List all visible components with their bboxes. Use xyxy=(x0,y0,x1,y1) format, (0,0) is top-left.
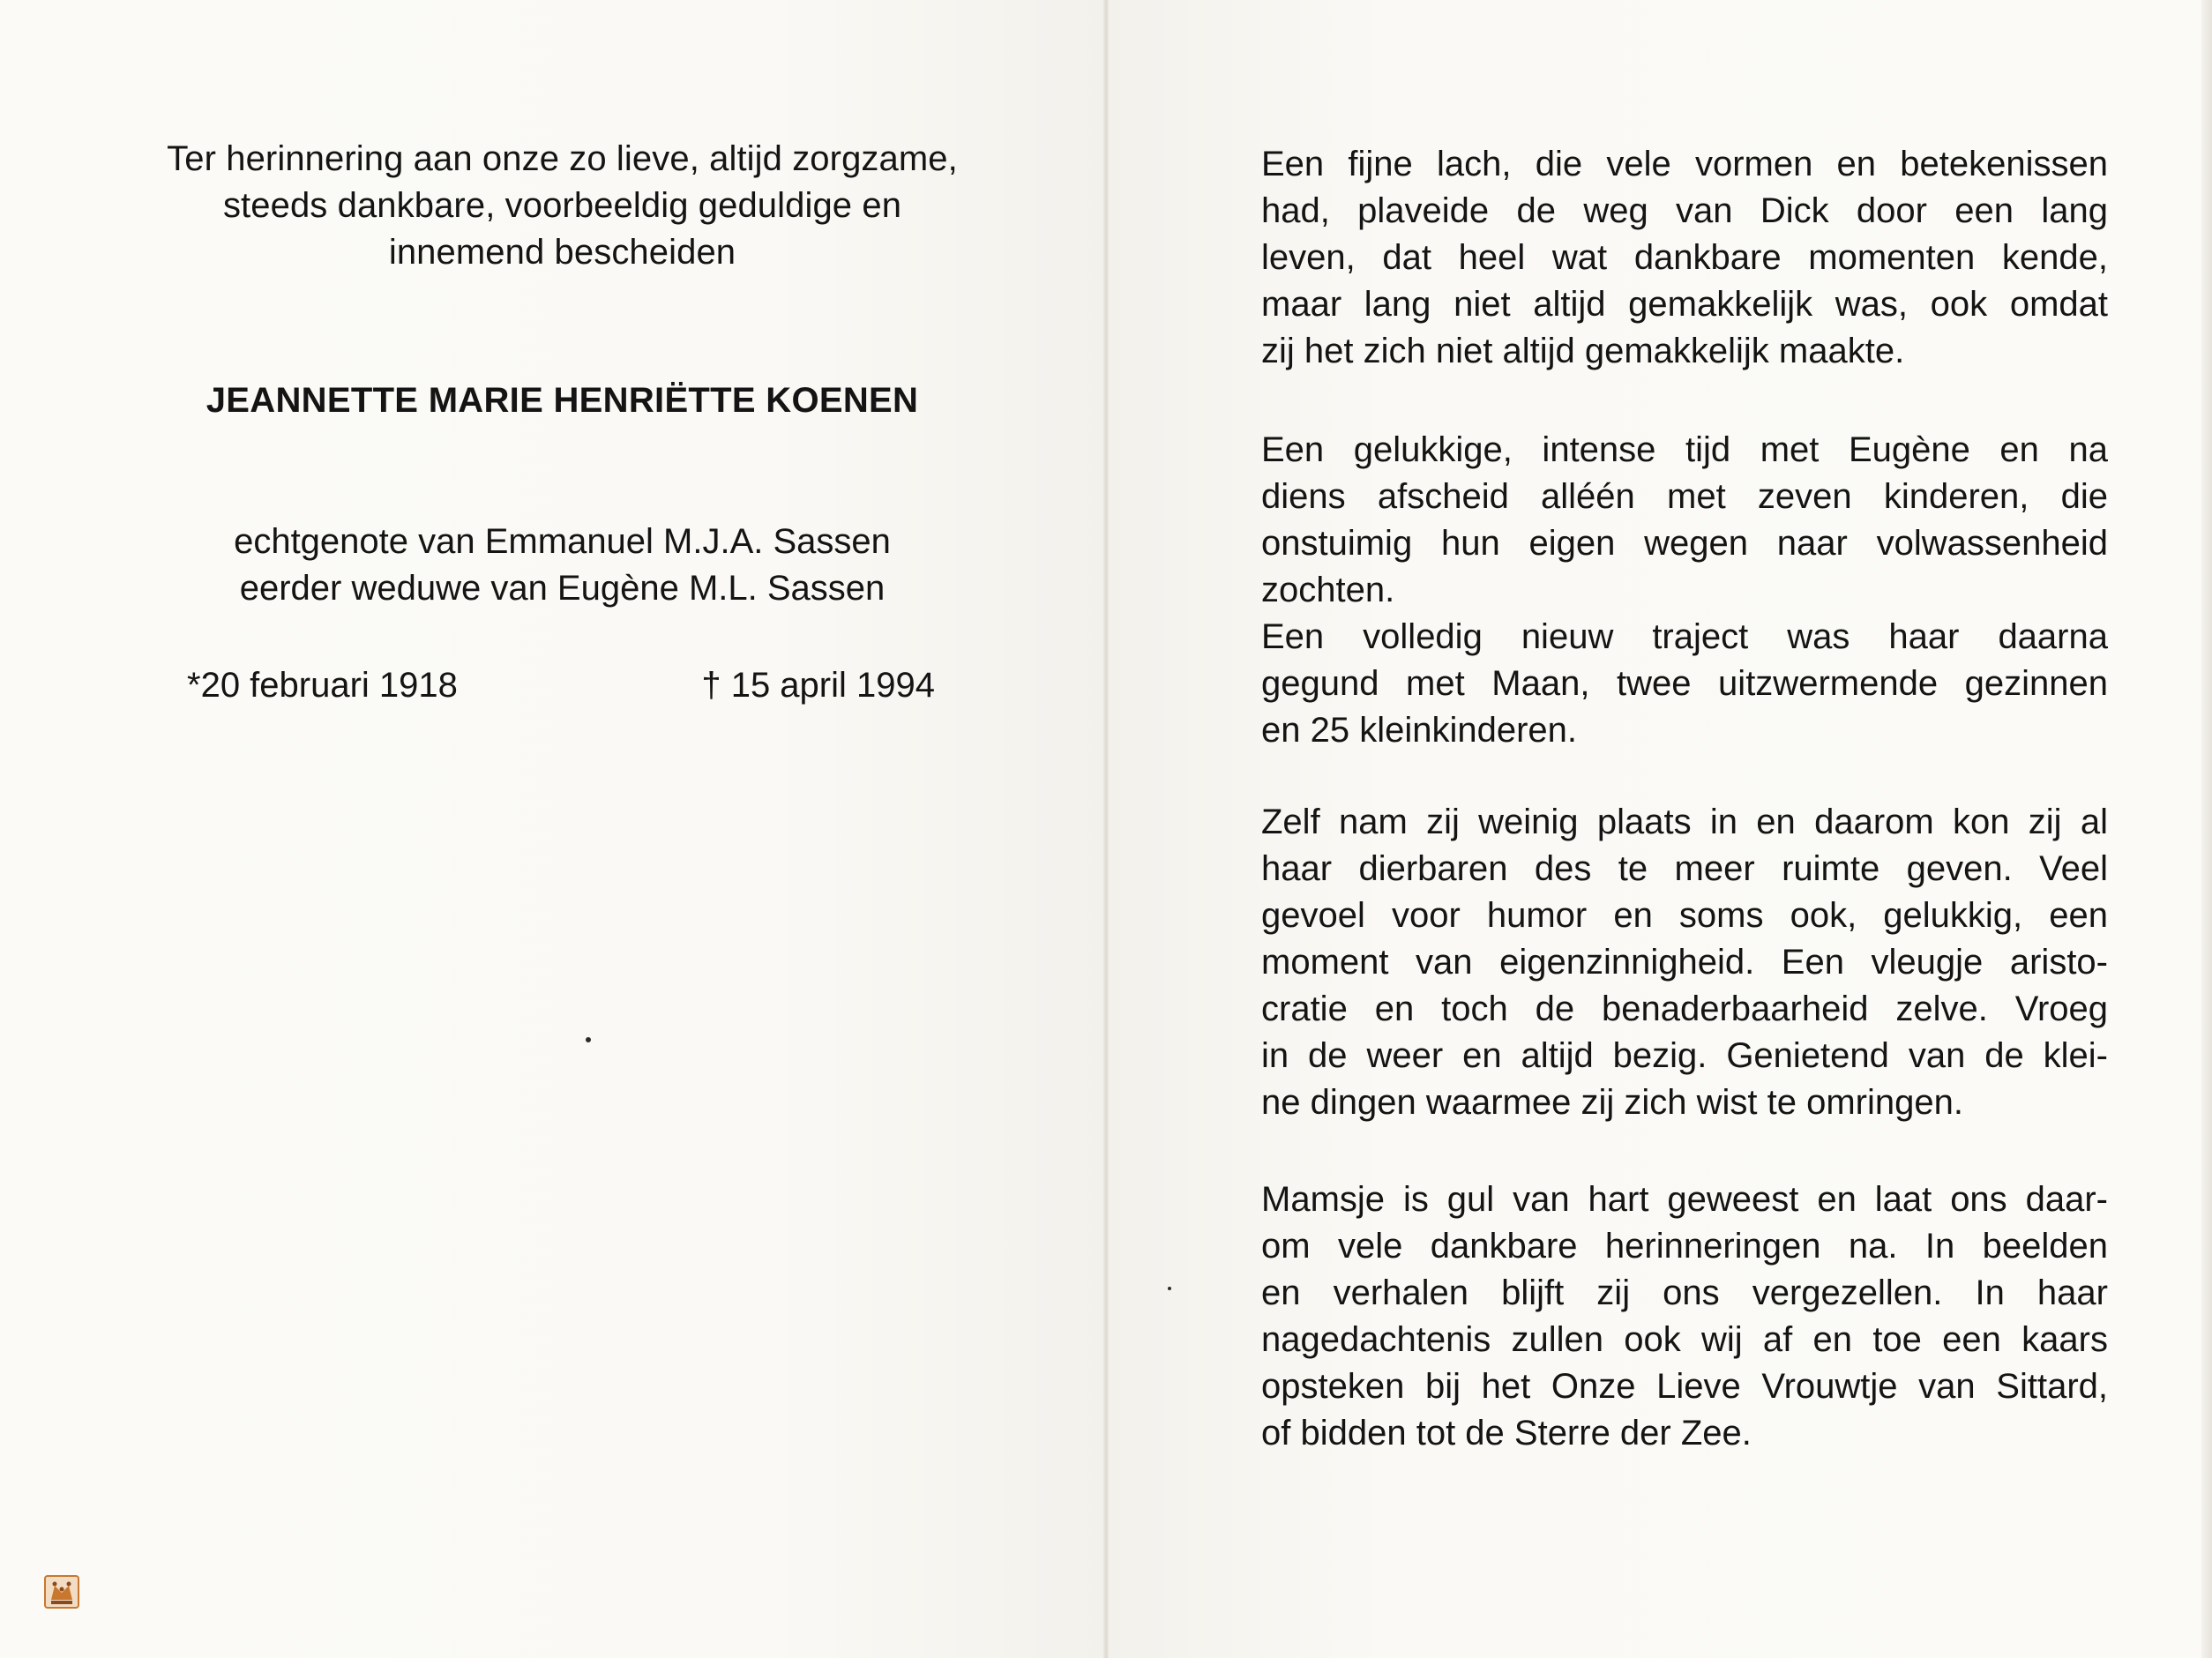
paper-speck xyxy=(586,1037,591,1042)
text-line: leven, dat heel wat dankbare momenten kende, xyxy=(1261,238,2108,277)
text-line: Een gelukkige, intense tijd met Eugène en na xyxy=(1261,430,2108,469)
text-line: had, plaveide de weg van Dick door een lang xyxy=(1261,191,2108,230)
text-line: zij het zich niet altijd gemakkelijk maakte. xyxy=(1261,332,1905,370)
paragraph-1 xyxy=(1261,141,2108,375)
dedication-text xyxy=(106,136,1019,276)
relation-line: eerder weduwe van Eugène M.L. Sassen xyxy=(239,569,886,608)
text-line: Een volledig nieuw traject was haar daarna xyxy=(1261,617,2108,656)
text-line: zochten. xyxy=(1261,571,1395,609)
dedication-line: steeds dankbare, voorbeeldig geduldige en xyxy=(222,186,902,225)
text-line: maar lang niet altijd gemakkelijk was, ook omdat xyxy=(1261,285,2108,324)
text-line: haar dierbaren des te meer ruimte geven. Veel xyxy=(1261,849,2108,888)
crest-icon xyxy=(44,1575,79,1609)
dedication-line: innemend bescheiden xyxy=(388,233,736,272)
text-line: ne dingen waarmee zij zich wist te omringen. xyxy=(1261,1083,1963,1122)
paragraph-5 xyxy=(1261,1176,2108,1457)
paragraph-3 xyxy=(1261,614,2108,754)
life-dates xyxy=(187,663,935,707)
text-line: Zelf nam zij weinig plaats in en daarom kon zij al xyxy=(1261,803,2108,841)
text-line: cratie en toch de benaderbaarheid zelve. Vroeg xyxy=(1261,990,2108,1028)
birth-date: *20 februari 1918 xyxy=(187,666,458,705)
paragraph-2 xyxy=(1261,427,2108,614)
text-line: in de weer en altijd bezig. Genietend van de klei- xyxy=(1261,1036,2108,1075)
deceased-name: JEANNETTE MARIE HENRIËTTE KOENEN xyxy=(206,381,919,420)
card-fold xyxy=(1103,0,1109,1658)
paragraph-4 xyxy=(1261,799,2108,1126)
death-date: † 15 april 1994 xyxy=(701,666,935,705)
relation-line: echtgenote van Emmanuel M.J.A. Sassen xyxy=(234,522,891,561)
relations-text xyxy=(106,519,1019,612)
text-line: gevoel voor humor en soms ook, gelukkig, een xyxy=(1261,896,2108,935)
text-line: of bidden tot de Sterre der Zee. xyxy=(1261,1414,1752,1453)
text-line: en 25 kleinkinderen. xyxy=(1261,711,1578,750)
paper-speck xyxy=(1168,1287,1171,1290)
text-line: diens afscheid alléén met zeven kinderen, die xyxy=(1261,477,2108,516)
text-line: Een fijne lach, die vele vormen en betekenissen xyxy=(1261,145,2108,183)
text-line: nagedachtenis zullen ook wij af en toe een kaars xyxy=(1261,1320,2108,1359)
text-line: om vele dankbare herinneringen na. In beelden xyxy=(1261,1227,2108,1266)
text-line: en verhalen blijft zij ons vergezellen. In haar xyxy=(1261,1273,2108,1312)
card-edge xyxy=(2201,0,2212,1658)
dedication-line: Ter herinnering aan onze zo lieve, altijd zorgzame, xyxy=(167,139,958,178)
text-line: onstuimig hun eigen wegen naar volwassenheid xyxy=(1261,524,2108,563)
text-line: opsteken bij het Onze Lieve Vrouwtje van Sittard, xyxy=(1261,1367,2108,1406)
text-line: moment van eigenzinnigheid. Een vleugje aristo- xyxy=(1261,943,2108,982)
text-line: Mamsje is gul van hart geweest en laat ons daar- xyxy=(1261,1180,2108,1219)
text-line: gegund met Maan, twee uitzwermende gezinnen xyxy=(1261,664,2108,703)
